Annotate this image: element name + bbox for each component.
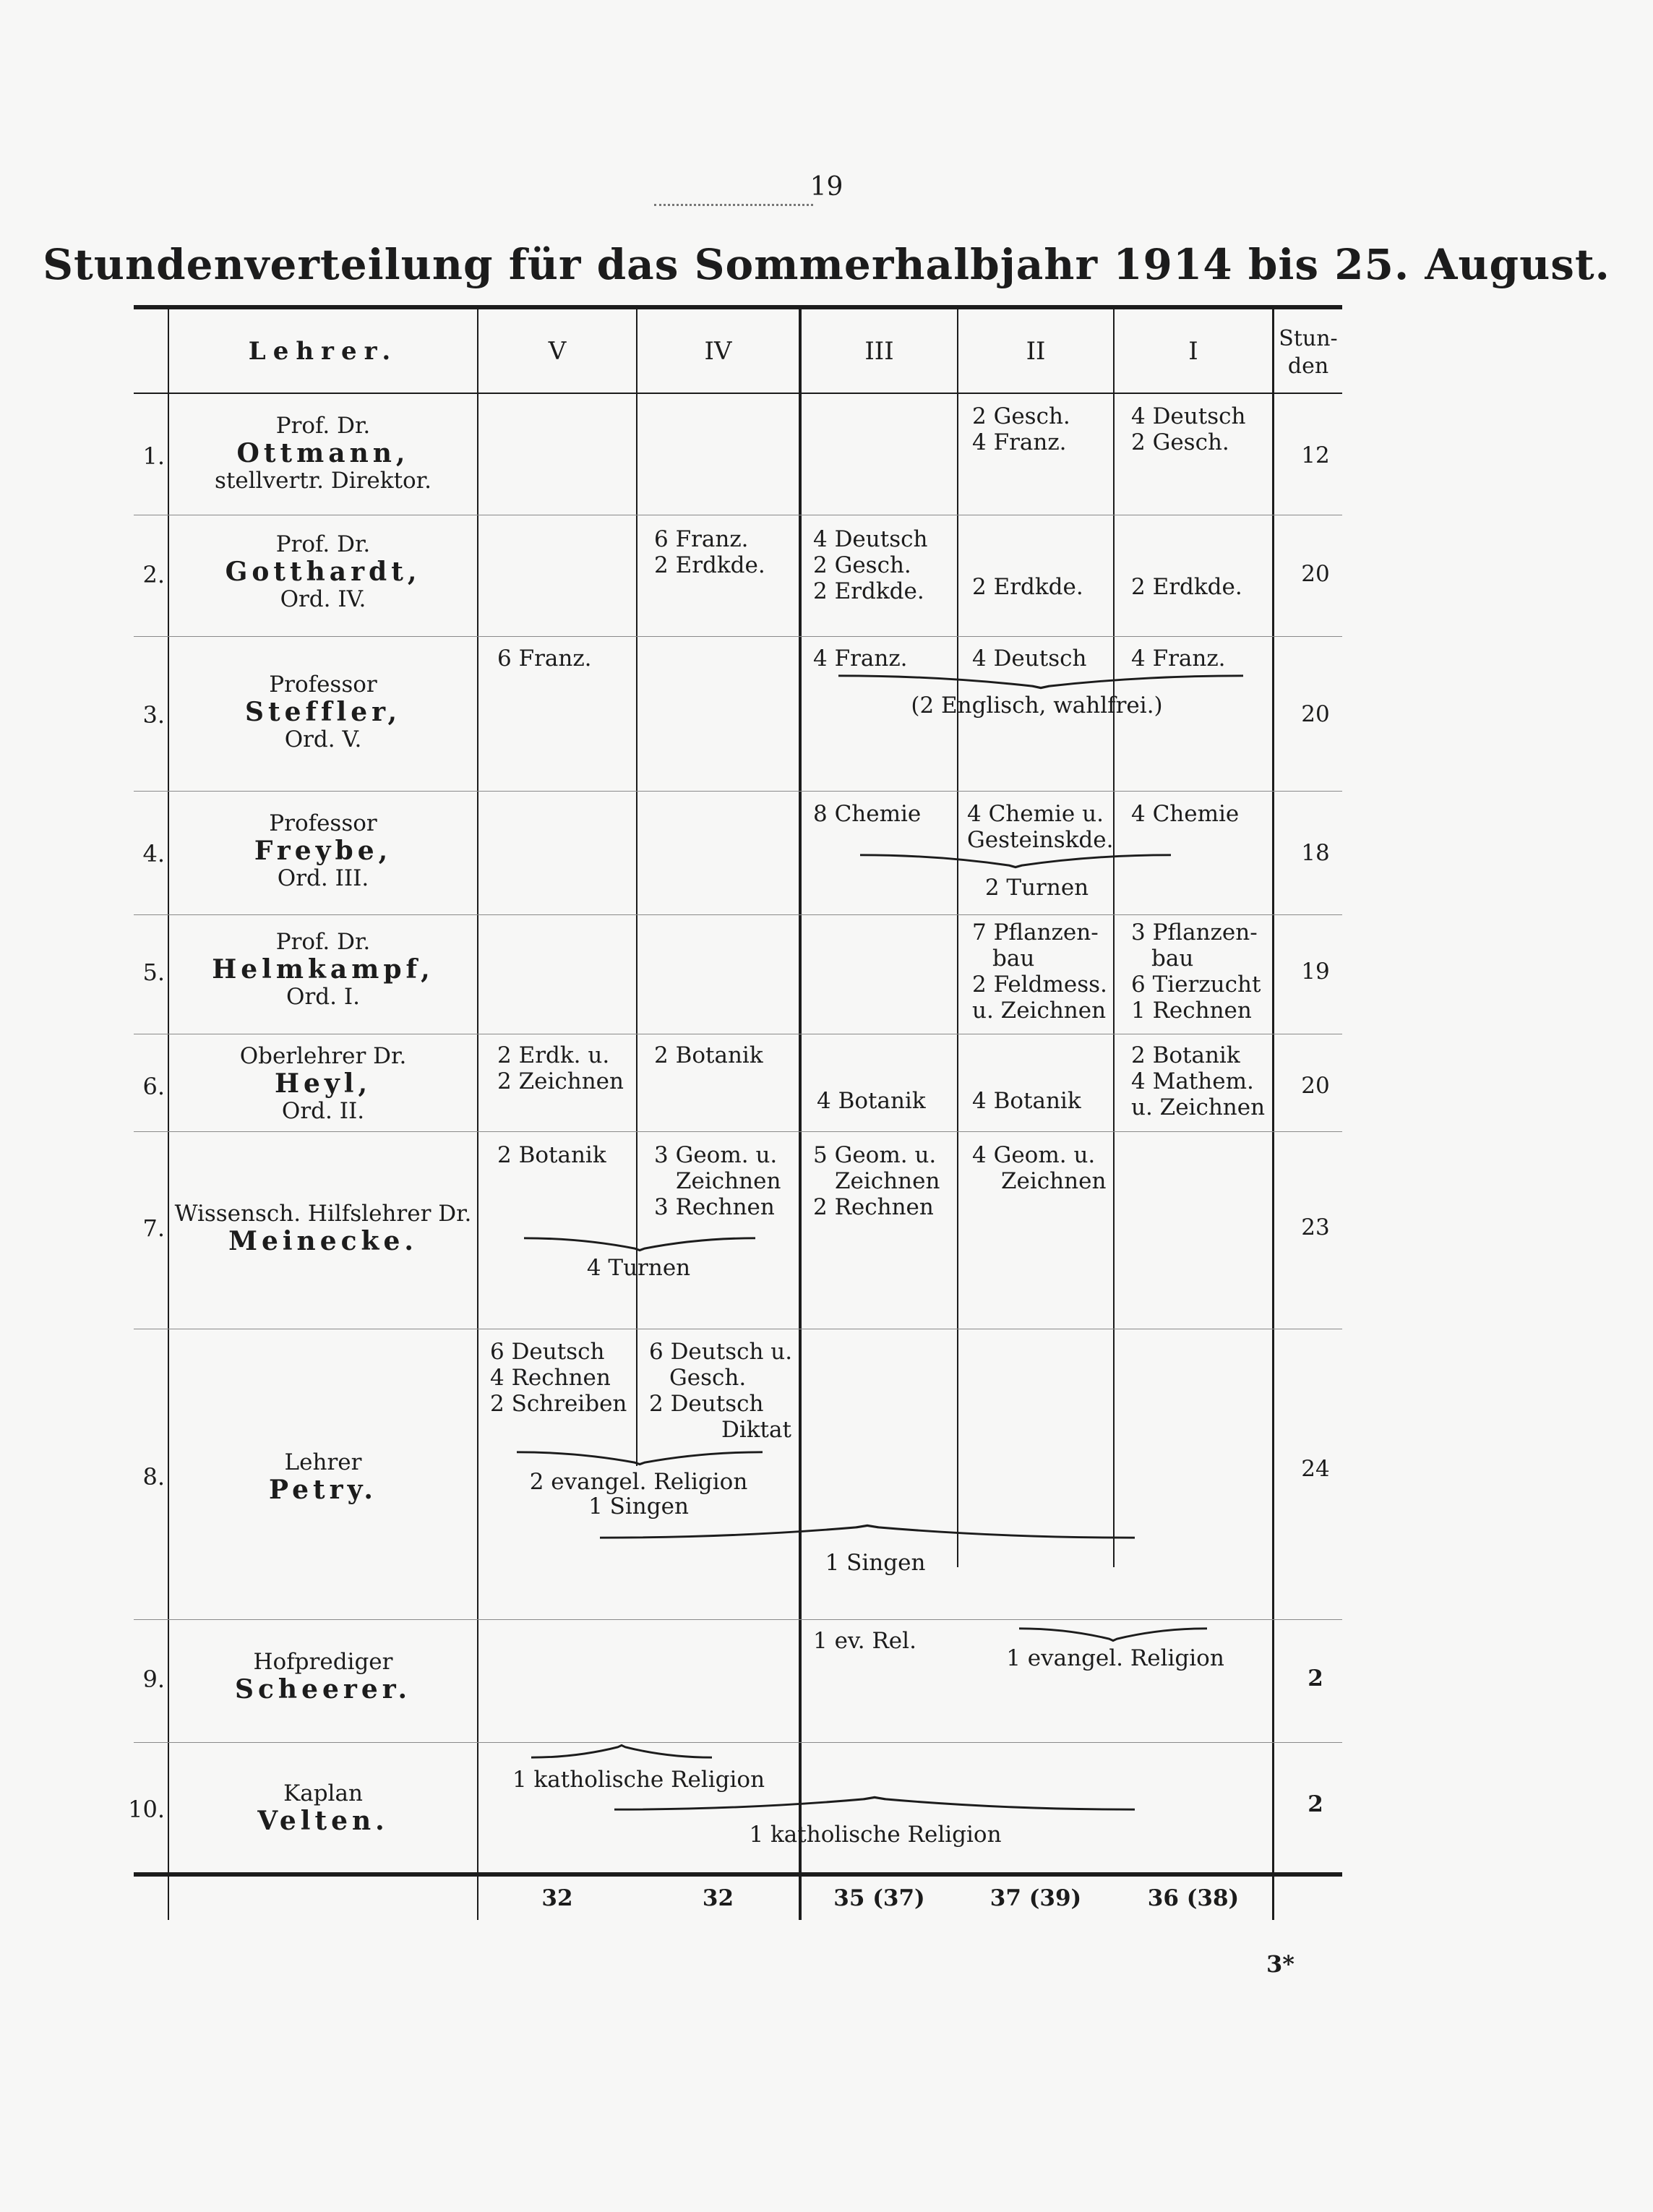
brace	[614, 1796, 1135, 1813]
row-number: 6.	[142, 1073, 165, 1100]
teacher-title: Kaplan	[283, 1780, 363, 1806]
entry: u. Zeichnen	[972, 998, 1107, 1024]
row-divider	[134, 1131, 1342, 1132]
entry: bau	[992, 946, 1035, 972]
cell-iv	[654, 1142, 781, 1220]
entry: 2 Gesch.	[1131, 429, 1229, 455]
span-text: 1 Singen	[588, 1493, 689, 1519]
teacher-title: Prof. Dr.	[275, 531, 371, 557]
teacher-cell	[168, 810, 478, 892]
brace	[600, 1524, 1135, 1541]
cell-iii	[813, 1142, 940, 1220]
brace	[531, 1744, 712, 1761]
row-number: 7.	[142, 1214, 165, 1242]
entry: 6 Franz.	[654, 526, 749, 552]
entry: 3 Pflanzen-	[1131, 919, 1258, 946]
row-number: 10.	[128, 1796, 165, 1823]
row-divider	[134, 636, 1342, 637]
table-top-rule	[134, 305, 1342, 309]
entry: 6 Tierzucht	[1131, 972, 1261, 998]
cell-ii: 4 Deutsch	[972, 646, 1087, 672]
brace	[517, 1449, 763, 1466]
signature-mark: 3*	[1266, 1950, 1295, 1978]
cell-iii: 4 Franz.	[813, 646, 908, 672]
hours-value: 24	[1301, 1456, 1330, 1482]
row-number: 8.	[142, 1463, 165, 1491]
cell-iii: 8 Chemie	[813, 801, 922, 827]
entry: 2 Gesch.	[813, 552, 911, 578]
hours-value: 20	[1301, 701, 1330, 727]
cell-iv	[654, 526, 765, 578]
teacher-role: Ord. II.	[281, 1098, 365, 1124]
entry: 4 Rechnen	[490, 1365, 611, 1391]
total-ii: 37 (39)	[989, 1885, 1082, 1911]
row-number: 9.	[142, 1666, 165, 1693]
entry: 4 Deutsch	[1131, 403, 1246, 429]
cell-ii	[972, 403, 1070, 455]
entry: Gesteinskde.	[967, 827, 1114, 853]
entry: 2 Erdk. u.	[497, 1042, 610, 1068]
span-text: 4 Turnen	[586, 1255, 691, 1281]
header-teacher: Lehrer.	[248, 337, 398, 366]
col-line	[636, 309, 637, 1466]
cell-i: 4 Franz.	[1131, 646, 1226, 672]
total-iv: 32	[702, 1885, 734, 1911]
entry: Gesch.	[669, 1365, 747, 1391]
entry: 2 Zeichnen	[497, 1068, 624, 1094]
cell-i	[1131, 919, 1261, 1024]
row-number: 2.	[142, 561, 165, 588]
entry: u. Zeichnen	[1131, 1094, 1266, 1120]
teacher-title: Hofprediger	[253, 1649, 393, 1675]
col-line	[957, 309, 958, 1567]
teacher-name: Gotthardt,	[225, 557, 421, 587]
col-line	[799, 309, 802, 1920]
cell-iv	[649, 1339, 792, 1443]
header-bottom-rule	[134, 393, 1342, 394]
row-divider	[134, 1742, 1342, 1743]
cell-i	[1131, 1042, 1265, 1120]
entry: 6 Deutsch	[490, 1339, 605, 1365]
entry: Zeichnen	[1001, 1168, 1107, 1194]
cell-iii: 4 Botanik	[817, 1088, 926, 1114]
total-v: 32	[541, 1885, 573, 1911]
entry: 2 Erdkde.	[654, 552, 765, 578]
hours-value: 12	[1301, 442, 1330, 468]
teacher-title: Professor	[269, 672, 377, 698]
teacher-title: Prof. Dr.	[275, 929, 371, 955]
hours-value: 19	[1301, 959, 1330, 985]
span-text: 1 evangel. Religion	[1006, 1645, 1224, 1671]
table-bottom-rule	[134, 1872, 1342, 1877]
teacher-name: Heyl,	[274, 1068, 372, 1099]
brace	[524, 1235, 755, 1252]
teacher-name: Scheerer.	[235, 1674, 411, 1705]
cell-ii: 2 Erdkde.	[972, 574, 1083, 600]
row-divider	[134, 1619, 1342, 1620]
brace	[838, 672, 1243, 690]
brace	[1019, 1625, 1207, 1642]
header-class-ii: II	[1026, 337, 1046, 366]
span-text: 2 evangel. Religion	[529, 1469, 748, 1495]
teacher-role: Ord. IV.	[280, 586, 366, 612]
teacher-name: Petry.	[269, 1475, 377, 1505]
header-class-v: V	[548, 337, 567, 366]
row-number: 3.	[142, 701, 165, 729]
col-line	[1113, 309, 1115, 1567]
entry: 4 Mathem.	[1131, 1068, 1254, 1094]
entry: 2 Erdkde.	[813, 578, 924, 604]
page-title: Stundenverteilung für das Sommerhalbjahr 1914 bis 25. August.	[43, 240, 1610, 289]
teacher-title: Oberlehrer Dr.	[239, 1043, 407, 1069]
cell-ii	[972, 1142, 1106, 1194]
header-class-iv: IV	[704, 337, 732, 366]
row-number: 1.	[142, 442, 165, 470]
entry: Zeichnen	[676, 1168, 781, 1194]
teacher-title: Wissensch. Hilfslehrer Dr.	[174, 1201, 472, 1227]
brace	[860, 852, 1171, 869]
cell-i	[1131, 403, 1245, 455]
cell-iv: 2 Botanik	[654, 1042, 763, 1068]
teacher-name: Helmkampf,	[212, 954, 434, 985]
entry: 3 Geom. u.	[654, 1142, 778, 1168]
teacher-cell	[168, 1648, 478, 1703]
teacher-cell	[168, 1780, 478, 1835]
total-iii: 35 (37)	[833, 1885, 925, 1911]
entry: 2 Rechnen	[813, 1194, 934, 1220]
teacher-name: Steffler,	[245, 697, 401, 727]
cell-i: 4 Chemie	[1131, 801, 1240, 827]
teacher-cell	[168, 1042, 478, 1125]
teacher-role: Ord. V.	[284, 726, 362, 753]
entry: bau	[1151, 946, 1194, 972]
teacher-role: Ord. I.	[286, 984, 360, 1010]
cell-ii	[967, 801, 1113, 853]
total-i: 36 (38)	[1147, 1885, 1240, 1911]
entry: 2 Deutsch	[649, 1391, 764, 1417]
cell-v	[497, 1042, 624, 1094]
teacher-role: Ord. III.	[277, 865, 369, 891]
header-hours: Stun- den	[1279, 326, 1338, 379]
cell-ii	[972, 919, 1107, 1024]
teacher-cell	[168, 1449, 478, 1504]
row-number: 4.	[142, 840, 165, 867]
span-text: 1 katholische Religion	[749, 1822, 1002, 1848]
cell-ii: 4 Botanik	[972, 1088, 1081, 1114]
entry: 2 Schreiben	[490, 1391, 627, 1417]
teacher-name: Freybe,	[254, 836, 392, 866]
teacher-name: Ottmann,	[236, 438, 410, 468]
entry: 7 Pflanzen-	[972, 919, 1099, 946]
teacher-cell	[168, 412, 478, 494]
entry: 4 Geom. u.	[972, 1142, 1096, 1168]
teacher-title: Professor	[269, 810, 377, 836]
span-text: (2 Englisch, wahlfrei.)	[911, 693, 1163, 719]
teacher-cell	[168, 928, 478, 1011]
row-divider	[134, 914, 1342, 915]
cell-v	[490, 1339, 627, 1417]
header-class-iii: III	[864, 337, 894, 366]
teacher-title: Prof. Dr.	[275, 413, 371, 439]
span-text: 2 Turnen	[984, 875, 1089, 901]
entry: 3 Rechnen	[654, 1194, 775, 1220]
teacher-cell	[168, 671, 478, 753]
teacher-name: Velten.	[257, 1806, 389, 1836]
entry: 4 Chemie u.	[967, 801, 1104, 827]
cell-v: 2 Botanik	[497, 1142, 606, 1168]
hours-value: 18	[1301, 840, 1330, 866]
entry: 2 Botanik	[1131, 1042, 1240, 1068]
hours-value: 20	[1301, 1073, 1330, 1099]
entry: 2 Feldmess.	[972, 972, 1107, 998]
cell-i: 2 Erdkde.	[1131, 574, 1242, 600]
entry: 5 Geom. u.	[813, 1142, 937, 1168]
entry: 4 Deutsch	[813, 526, 928, 552]
cell-iii	[813, 526, 927, 604]
entry: Diktat	[721, 1417, 791, 1443]
teacher-name: Meinecke.	[228, 1226, 418, 1256]
hours-value: 2	[1308, 1666, 1323, 1692]
page-number: 19	[810, 172, 843, 202]
header-class-i: I	[1188, 337, 1198, 366]
decorative-rule	[654, 204, 813, 212]
hours-value: 20	[1301, 561, 1330, 587]
teacher-cell	[168, 531, 478, 613]
entry: 4 Franz.	[972, 429, 1067, 455]
hours-value: 2	[1308, 1791, 1323, 1817]
entry: 6 Deutsch u.	[649, 1339, 793, 1365]
col-line	[1272, 309, 1274, 1920]
teacher-cell	[168, 1200, 478, 1255]
row-divider	[134, 791, 1342, 792]
span-text: 1 Singen	[825, 1550, 926, 1576]
teacher-title: Lehrer	[284, 1449, 362, 1475]
row-number: 5.	[142, 959, 165, 986]
cell-iii: 1 ev. Rel.	[813, 1628, 916, 1654]
entry: Zeichnen	[835, 1168, 940, 1194]
hours-value: 23	[1301, 1214, 1330, 1240]
teacher-role: stellvertr. Direktor.	[215, 468, 432, 494]
span-text: 1 katholische Religion	[512, 1767, 765, 1793]
entry: 1 Rechnen	[1131, 998, 1252, 1024]
cell-v: 6 Franz.	[497, 646, 592, 672]
entry: 2 Gesch.	[972, 403, 1070, 429]
